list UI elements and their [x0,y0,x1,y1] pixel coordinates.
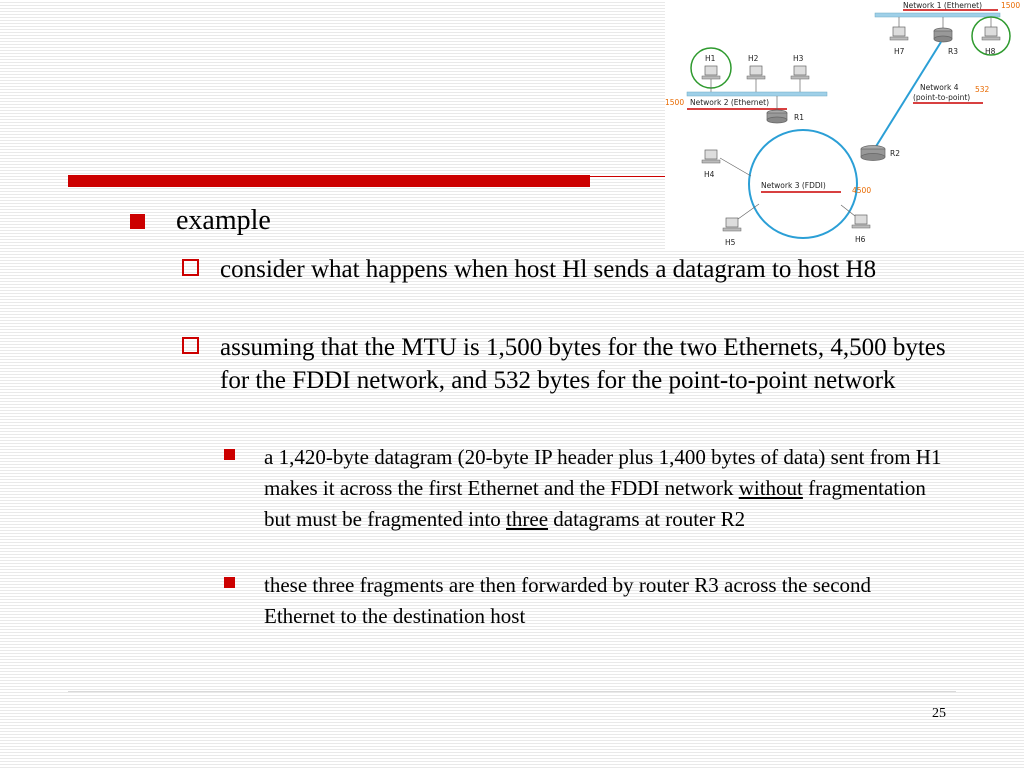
underlined-without: without [738,476,803,500]
bullet-text: consider what happens when host Hl sends a datagram to host H8 [220,256,877,283]
network2-mtu: 1500 [665,98,685,107]
host-h3-label: H3 [793,54,804,63]
bullet-text: these three fragments are then forwarded by router R3 across the second Ethernet to the destination host [264,573,872,628]
router-r3-icon [934,17,952,42]
page-number: 25 [932,706,946,721]
host-h8-icon [982,17,1000,40]
host-h5-icon [723,204,759,231]
network4-mtu: 532 [975,85,990,94]
host-h7-label: H7 [894,47,905,56]
host-h2-icon [747,66,765,92]
text-part: a 1,420-byte datagram (20-byte IP header plus 1,400 bytes of data) sent from H1 makes it across the first Ethernet and the FDDI network [264,445,942,500]
hollow-square-bullet-icon [182,337,199,354]
network3-label: Network 3 (FDDI) [761,181,826,190]
text-part: fragmentation but must be fragmented into [264,476,926,531]
network4-label-line1: Network 4 [920,83,959,92]
network4-label-line2: (point-to-point) [913,93,971,102]
host-h8-label: H8 [985,47,996,56]
host-h2-label: H2 [748,54,759,63]
host-h1-icon [702,66,720,92]
bullet-text [264,442,944,535]
host-h6-label: H6 [855,235,866,244]
bullet-text: example [176,205,271,236]
router-r3-label: R3 [948,47,958,56]
network2-segment [687,92,827,96]
network1-mtu: 1500 [1001,1,1021,10]
bullet-text: assuming that the MTU is 1,500 bytes for the two Ethernets, 4,500 bytes for the FDDI network, and 532 bytes for the point-to-point network [220,334,946,394]
network-diagram [665,0,1024,250]
hollow-square-bullet-icon [182,259,199,276]
footer-divider [68,691,956,692]
network1-segment [875,13,1000,17]
network-diagram-svg [665,0,1024,250]
title-accent-bar [68,175,590,187]
network3-mtu: 4500 [852,186,872,195]
host-h3-icon [791,66,809,92]
host-h4-label: H4 [704,170,715,179]
text-part: datagrams at router R2 [548,507,746,531]
router-r2-icon [861,146,885,161]
router-r1-label: R1 [794,113,804,122]
router-r1-icon [767,110,787,123]
host-h7-icon [890,17,908,40]
title-accent-line [590,176,670,177]
underlined-three: three [506,507,549,531]
network2-label: Network 2 (Ethernet) [690,98,770,107]
host-h5-label: H5 [725,238,736,247]
filled-square-bullet-icon [130,214,145,229]
host-h1-label: H1 [705,54,716,63]
filled-square-bullet-icon [224,577,235,588]
router-r2-label: R2 [890,149,900,158]
network1-label: Network 1 (Ethernet) [903,1,983,10]
filled-square-bullet-icon [224,449,235,460]
